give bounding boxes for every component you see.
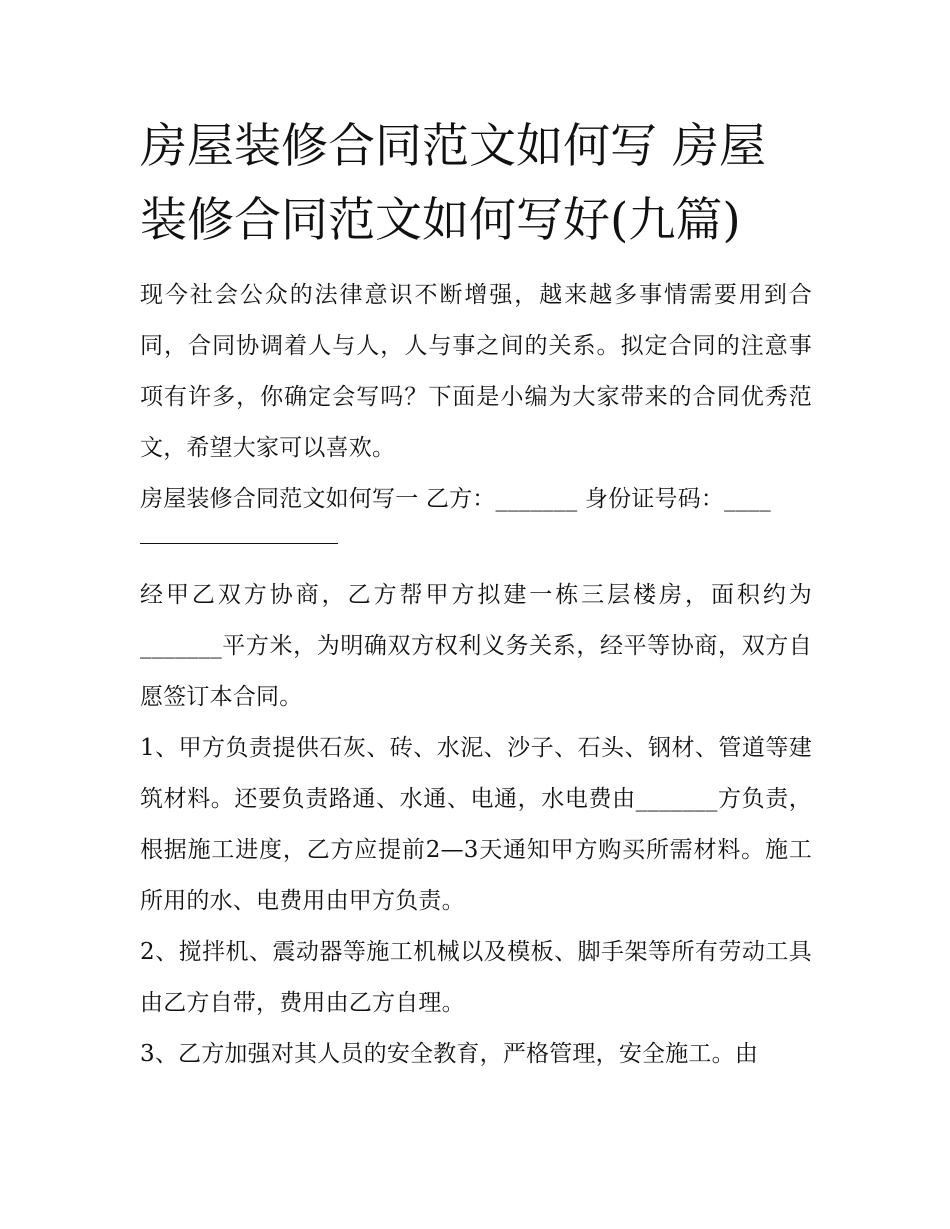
document-page xyxy=(140,110,812,1080)
clause-1: 1、甲方负责提供石灰、砖、水泥、沙子、石头、钢材、管道等建筑材料。还要负责路通、水通、电通，水电费由_______方负责，根据施工进度，乙方应提前2—3天通知甲方购买所需材料。施工所用的水、电费用由甲方负责。 xyxy=(140,735,812,914)
document-title: 房屋装修合同范文如何写 房屋装修合同范文如何写好(九篇) xyxy=(140,119,766,248)
contract-header-line: 房屋装修合同范文如何写一 乙方：_______ 身份证号码：____ xyxy=(140,486,771,512)
clause-3: 3、乙方加强对其人员的安全教育，严格管理，安全施工。由 xyxy=(140,1041,759,1067)
blank-fill-line xyxy=(140,543,338,544)
clause-2: 2、搅拌机、震动器等施工机械以及模板、脚手架等所有劳动工具由乙方自带，费用由乙方自理。 xyxy=(140,939,812,1016)
contract-preamble: 经甲乙双方协商，乙方帮甲方拟建一栋三层楼房，面积约为_______平方米，为明确双方权利义务关系，经平等协商，双方自愿签订本合同。 xyxy=(140,582,812,710)
intro-paragraph: 现今社会公众的法律意识不断增强，越来越多事情需要用到合同，合同协调着人与人，人与事之间的关系。拟定合同的注意事项有许多，你确定会写吗？下面是小编为大家带来的合同优秀范文，希望大家可以喜欢。 xyxy=(140,282,812,461)
